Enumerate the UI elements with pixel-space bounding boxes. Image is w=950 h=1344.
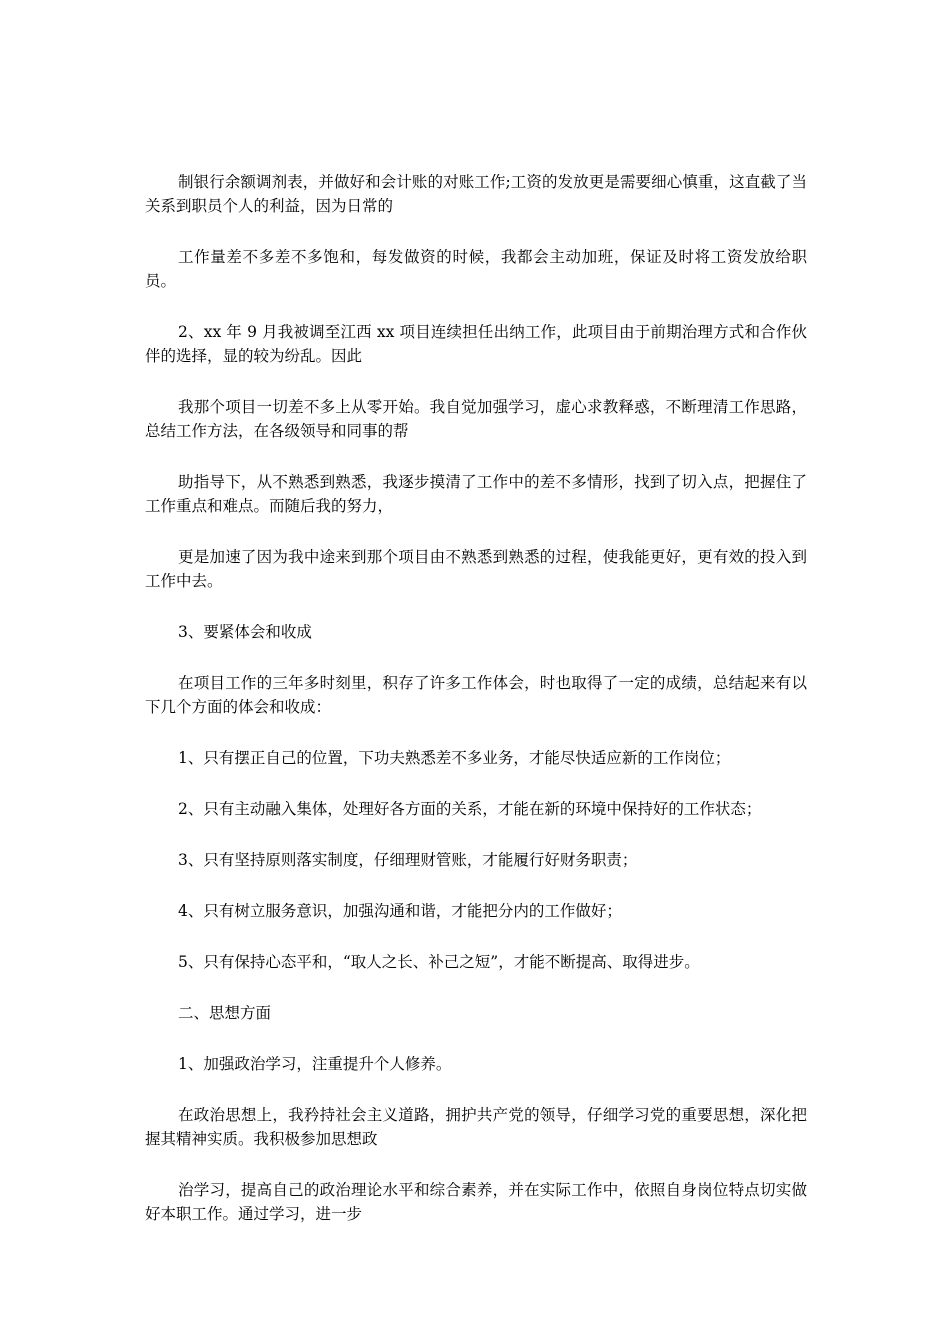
list-item-2: 2、只有主动融入集体，处理好各方面的关系，才能在新的环境中保持好的工作状态； (178, 800, 762, 818)
paragraph-jiangxi-transfer: 2、xx 年 9 月我被调至江西 xx 项目连续担任出纳工作，此项目由于前期治理方式和合作伙伴的选择，显的较为纷乱。因此 (145, 323, 807, 365)
list-item-3: 3、只有坚持原则落实制度，仔细理财管账，才能履行好财务职责； (178, 851, 638, 869)
paragraph-political-thought: 在政治思想上，我矜持社会主义道路，拥护共产党的领导，仔细学习党的重要思想，深化把握其精神实质。我积极参加思想政 (145, 1106, 807, 1148)
list-item-5: 5、只有保持心态平和，“取人之长、补己之短”，才能不断提高、取得进步。 (178, 953, 700, 971)
paragraph-accelerated-process: 更是加速了因为我中途来到那个项目由不熟悉到熟悉的过程，使我能更好，更有效的投入到工作中去。 (145, 548, 807, 590)
paragraph-payroll-reconciliation: 制银行余额调剂表，并做好和会计账的对账工作;工资的发放更是需要细心慎重，这直截了当关系到职员个人的利益，因为日常的 (145, 173, 807, 215)
paragraph-political-learning: 治学习，提高自己的政治理论水平和综合素养，并在实际工作中，依照自身岗位特点切实做好本职工作。通过学习，进一步 (145, 1181, 807, 1223)
paragraph-guidance: 助指导下，从不熟悉到熟悉，我逐步摸清了工作中的差不多情形，找到了切入点，把握住了工作重点和难点。而随后我的努力， (145, 473, 807, 515)
list-item-4: 4、只有树立服务意识，加强沟通和谐，才能把分内的工作做好； (178, 902, 622, 920)
section-heading-experience: 3、要紧体会和收成 (178, 623, 312, 641)
subheading-political-study: 1、加强政治学习，注重提升个人修养。 (178, 1055, 452, 1073)
section-heading-ideology: 二、思想方面 (178, 1004, 272, 1022)
list-item-1: 1、只有摆正自己的位置，下功夫熟悉差不多业务，才能尽快适应新的工作岗位； (178, 749, 731, 767)
paragraph-start-from-zero: 我那个项目一切差不多上从零开始。我自觉加强学习，虚心求教释惑，不断理清工作思路，总结工作方法，在各级领导和同事的帮 (145, 398, 807, 440)
paragraph-payroll-overtime: 工作量差不多差不多饱和，每发做资的时候，我都会主动加班，保证及时将工资发放给职员。 (145, 248, 807, 290)
document-body (145, 170, 807, 1253)
paragraph-experience-intro: 在项目工作的三年多时刻里，积存了许多工作体会，时也取得了一定的成绩，总结起来有以下几个方面的体会和收成： (145, 674, 807, 716)
